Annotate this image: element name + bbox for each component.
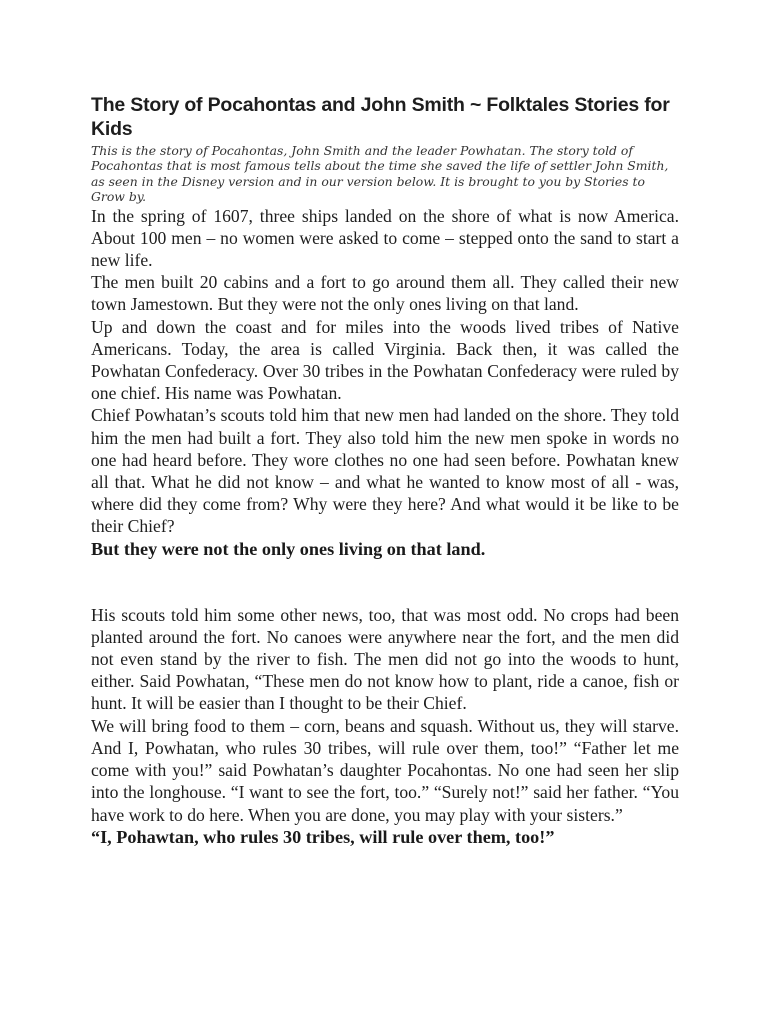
story-paragraph: Chief Powhatan’s scouts told him that new men had landed on the shore. They told him the men had built a fort. They also told him the new men spoke in words no one had heard before. They wore clothes no one had seen before. Powhatan knew all that. What he did not know – and what he wanted to know most of all - was, where did they come from? Why were they here? And what would it be like to be their Chief? — [91, 405, 679, 537]
pull-quote: “I, Pohawtan, who rules 30 tribes, will rule over them, too!” — [91, 826, 555, 847]
story-paragraph: In the spring of 1607, three ships landed on the shore of what is now America. About 100 men – no women were asked to come – stepped onto the sand to start a new life. — [91, 205, 679, 271]
pull-quote: But they were not the only ones living on that land. — [91, 538, 486, 559]
story-paragraph: We will bring food to them – corn, beans and squash. Without us, they will starve. And I, Powhatan, who rules 30 tribes, will rule over them, too!” “Father let me come with you!” said Powhatan’s daughter Pocahontas. No one had seen her slip into the longhouse. “I want to see the fort, too.” “Surely not!” said her father. “You have work to do here. When you are done, you may play with your sisters.” — [91, 715, 679, 825]
story-paragraph: His scouts told him some other news, too, that was most odd. No crops had been planted around the fort. No canoes were anywhere near the fort, and the men did not even stand by the river to fish. The men did not go into the woods to hunt, either. Said Powhatan, “These men do not know how to plant, ride a canoe, fish or hunt. It will be easier than I thought to be their Chief. — [91, 604, 679, 714]
document-title: The Story of Pocahontas and John Smith ~ Folktales Stories for Kids — [91, 94, 670, 140]
story-paragraph: The men built 20 cabins and a fort to go around them all. They called their new town Jamestown. But they were not the only ones living on that land. — [91, 272, 679, 315]
section-gap — [91, 560, 679, 604]
intro-text: This is the story of Pocahontas, John Smith and the leader Powhatan. The story told of Pocahontas that is most famous tells about the time she saved the life of settler John Smith, as seen in the Disney version and in our version below. It is brought to you by Stories to Grow by. — [91, 143, 669, 205]
document-page — [91, 93, 679, 848]
story-paragraph: Up and down the coast and for miles into the woods lived tribes of Native Americans. Today, the area is called Virginia. Back then, it was called the Powhatan Confederacy. Over 30 tribes in the Powhatan Confederacy were ruled by one chief. His name was Powhatan. — [91, 316, 679, 404]
